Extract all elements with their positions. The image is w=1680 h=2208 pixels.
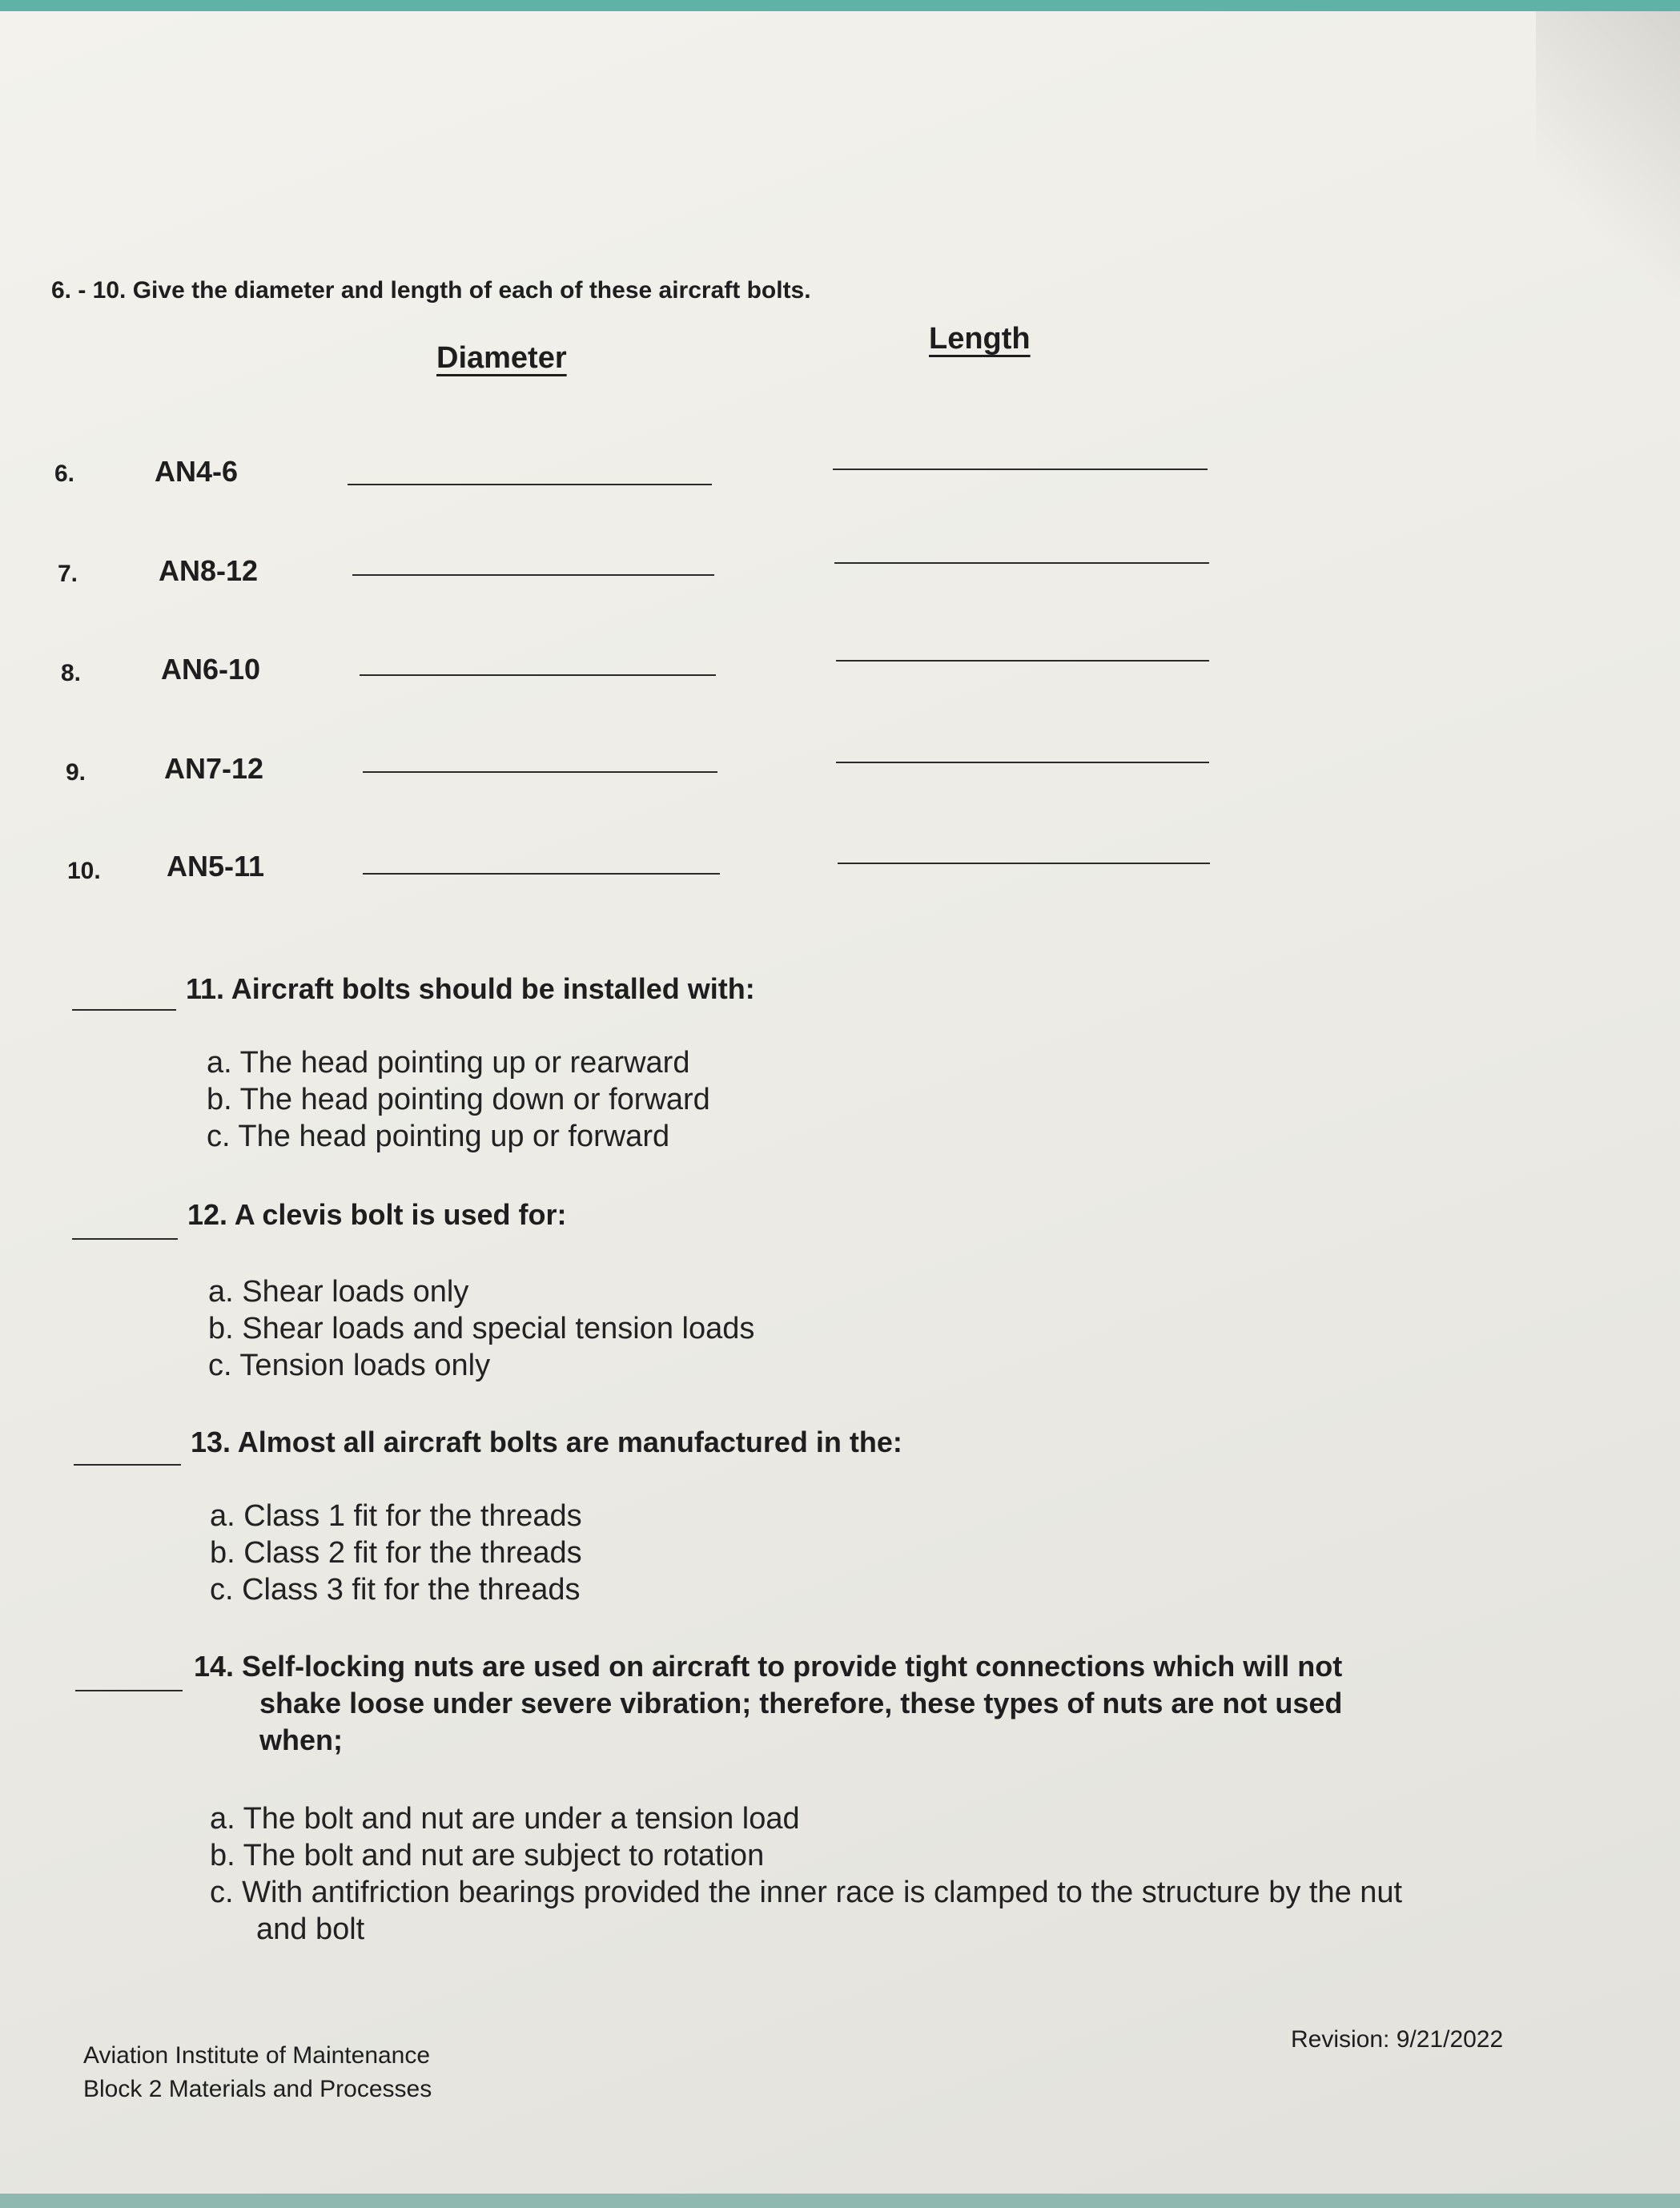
diameter-column-heading: Diameter bbox=[436, 341, 567, 375]
bolt-row-number: 6. bbox=[54, 461, 75, 487]
bolt-designation: AN4-6 bbox=[155, 455, 239, 488]
length-answer-blank[interactable] bbox=[836, 660, 1209, 662]
answer-option: c. Class 3 fit for the threads bbox=[210, 1573, 581, 1607]
answer-option: b. Shear loads and special tension loads bbox=[208, 1312, 755, 1345]
diameter-answer-blank[interactable] bbox=[363, 771, 717, 773]
bolt-designation: AN8-12 bbox=[159, 554, 259, 587]
diameter-answer-blank[interactable] bbox=[360, 674, 716, 676]
question-title: 13. Almost all aircraft bolts are manufactured in the: bbox=[191, 1426, 902, 1458]
bolt-designation: AN5-11 bbox=[167, 850, 265, 883]
answer-option: a. The bolt and nut are under a tension load bbox=[210, 1802, 800, 1836]
section-heading: 6. - 10. Give the diameter and length of each of these aircraft bolts. bbox=[51, 277, 811, 304]
answer-option: a. Shear loads only bbox=[208, 1275, 469, 1309]
question-title: 12. A clevis bolt is used for: bbox=[187, 1198, 567, 1231]
footer-course: Block 2 Materials and Processes bbox=[83, 2076, 432, 2102]
length-column-heading: Length bbox=[929, 322, 1031, 356]
diameter-answer-blank[interactable] bbox=[348, 484, 712, 485]
answer-option: b. The bolt and nut are subject to rotation bbox=[210, 1839, 765, 1872]
bolt-row-number: 10. bbox=[67, 858, 101, 884]
answer-blank[interactable] bbox=[72, 1009, 176, 1011]
answer-option-continued: and bolt bbox=[256, 1912, 365, 1946]
bolt-row-number: 7. bbox=[58, 561, 78, 587]
question-title-continued: when; bbox=[259, 1723, 343, 1756]
length-answer-blank[interactable] bbox=[834, 562, 1209, 564]
answer-option: b. The head pointing down or forward bbox=[207, 1083, 710, 1116]
answer-option: b. Class 2 fit for the threads bbox=[210, 1536, 582, 1570]
question-title: 14. Self-locking nuts are used on aircraft to provide tight connections which will not bbox=[194, 1650, 1343, 1683]
bolt-designation: AN6-10 bbox=[161, 653, 261, 686]
length-answer-blank[interactable] bbox=[833, 469, 1208, 470]
length-answer-blank[interactable] bbox=[836, 762, 1209, 763]
bolt-row-number: 9. bbox=[66, 759, 86, 786]
answer-option: c. Tension loads only bbox=[208, 1349, 491, 1382]
background-edge-bottom bbox=[0, 2194, 1680, 2208]
answer-option: c. With antifriction bearings provided the inner race is clamped to the structure by the nut bbox=[210, 1876, 1403, 1909]
question-title: 11. Aircraft bolts should be installed with: bbox=[186, 972, 755, 1005]
footer-revision: Revision: 9/21/2022 bbox=[1291, 2026, 1504, 2053]
answer-blank[interactable] bbox=[75, 1690, 183, 1691]
diameter-answer-blank[interactable] bbox=[363, 873, 720, 875]
answer-blank[interactable] bbox=[72, 1238, 178, 1240]
answer-option: a. The head pointing up or rearward bbox=[207, 1046, 690, 1080]
question-title-continued: shake loose under severe vibration; therefore, these types of nuts are not used bbox=[259, 1687, 1343, 1719]
footer-organization: Aviation Institute of Maintenance bbox=[83, 2042, 431, 2069]
answer-option: a. Class 1 fit for the threads bbox=[210, 1499, 582, 1533]
background-edge-top bbox=[0, 0, 1680, 11]
length-answer-blank[interactable] bbox=[838, 863, 1210, 864]
answer-option: c. The head pointing up or forward bbox=[207, 1120, 670, 1153]
diameter-answer-blank[interactable] bbox=[352, 574, 714, 576]
bolt-row-number: 8. bbox=[61, 660, 82, 686]
page-corner-shadow bbox=[1536, 11, 1680, 300]
answer-blank[interactable] bbox=[74, 1464, 181, 1466]
bolt-designation: AN7-12 bbox=[164, 752, 264, 785]
